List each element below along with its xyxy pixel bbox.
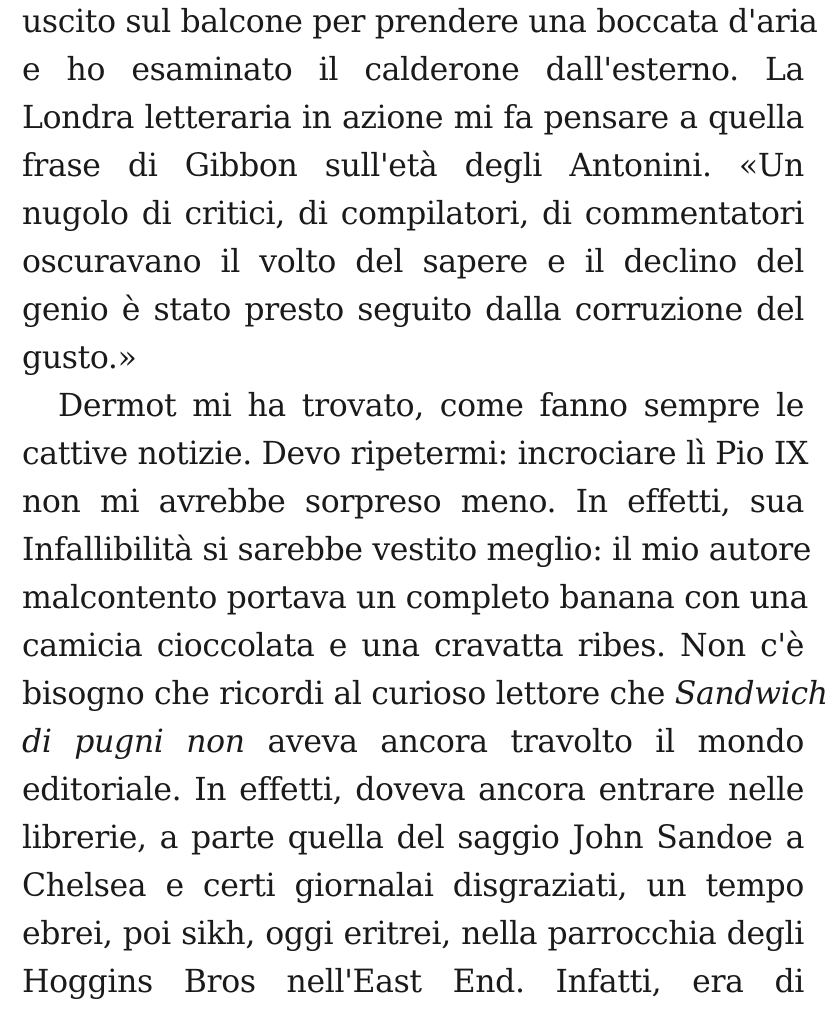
text-line: oscuravano il volto del sapere e il declino del	[22, 244, 804, 280]
book-title-italic: di pugni non	[22, 724, 245, 760]
text-line: genio è stato presto seguito dalla corruzione del	[22, 292, 804, 328]
text-line: Chelsea e certi giornalai disgraziati, un tempo	[22, 868, 804, 904]
text-line: camicia cioccolata e una cravatta ribes. Non c'è	[22, 628, 804, 664]
text-line: editoriale. In effetti, doveva ancora entrare nelle	[22, 772, 804, 808]
text-line: Infallibilità si sarebbe vestito meglio: il mio autore	[22, 532, 812, 568]
text-line: frase di Gibbon sull'età degli Antonini. «Un	[22, 148, 804, 184]
book-title-italic: Sandwich	[674, 676, 828, 712]
text-line: gusto.»	[22, 340, 137, 376]
text-span: bisogno che ricordi al curioso lettore che	[22, 676, 675, 712]
text-line: ebrei, poi sikh, oggi eritrei, nella parrocchia degli	[22, 916, 804, 952]
text-line: uscito sul balcone per prendere una boccata d'aria	[22, 4, 818, 40]
text-line	[22, 670, 828, 718]
text-line: non mi avrebbe sorpreso meno. In effetti, sua	[22, 484, 804, 520]
text-line: Londra letteraria in azione mi fa pensare a quella	[22, 100, 804, 136]
text-line: librerie, a parte quella del saggio John Sandoe a	[22, 820, 804, 856]
text-line: Dermot mi ha trovato, come fanno sempre le	[58, 388, 804, 424]
text-line: e ho esaminato il calderone dall'esterno. La	[22, 52, 804, 88]
text-line: nugolo di critici, di compilatori, di commentatori	[22, 196, 804, 232]
paragraph-1	[22, 0, 818, 382]
text-line: malcontento portava un completo banana con una	[22, 580, 808, 616]
text-line	[22, 718, 804, 766]
text-line: cattive notizie. Devo ripetermi: incrociare lì Pio IX	[22, 436, 809, 472]
book-page	[22, 0, 828, 1006]
paragraph-2	[22, 382, 828, 1006]
text-span: aveva ancora travolto il mondo	[244, 724, 804, 760]
text-line: Hoggins Bros nell'East End. Infatti, era di	[22, 964, 804, 1000]
